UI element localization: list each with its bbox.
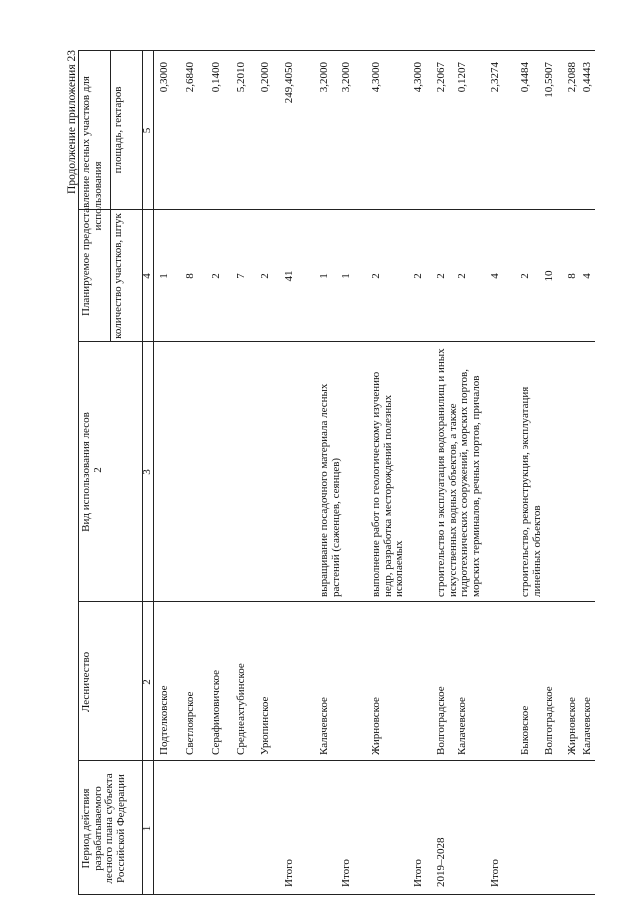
- table-row-total-2-label: Итого: [340, 859, 352, 887]
- table-row-1-forestry: Подтелковское: [158, 685, 170, 755]
- table-row-17-count: 4: [581, 273, 593, 279]
- table-row-11-area: 2,2067: [435, 62, 447, 93]
- table-row-7-forestry: Калачевское: [318, 697, 330, 755]
- table-row-3-forestry: Серафимовичское: [210, 669, 222, 755]
- table-row-total-3-label: Итого: [412, 859, 424, 887]
- table-row-4-area: 5,2010: [235, 62, 247, 93]
- table-row-7-use: выращивание посадочного материала лесных растений (саженцев, сеянцев): [318, 383, 342, 597]
- table-row-14-forestry: Быковское: [519, 705, 531, 755]
- header-period: Период действия разрабатываемого лесного плана субъекта Российской Федерации: [80, 773, 127, 884]
- header-area: площадь, гектаров: [112, 86, 124, 174]
- table-row-4-forestry: Среднеахтубинское: [235, 663, 247, 755]
- table-row-9-forestry: Жирновское: [370, 697, 382, 755]
- table-row-total-1-count: 41: [283, 270, 295, 282]
- table-row-3-area: 0,1400: [210, 62, 222, 93]
- planned-subheader-rule: [110, 50, 111, 342]
- table-row-16-forestry: Жирновское: [566, 697, 578, 755]
- table-row-total-3-count: 2: [412, 273, 424, 279]
- header-planned: Планируемое предоставление лесных участков для использования: [80, 76, 104, 316]
- table-row-5-count: 2: [259, 273, 271, 279]
- table-row-9-area: 4,3000: [370, 62, 382, 93]
- table-row-11-count: 2: [435, 273, 447, 279]
- table-row-12-area: 0,1207: [456, 62, 468, 93]
- table-row-5-area: 0,2000: [259, 62, 271, 93]
- table-row-7-count: 1: [318, 273, 330, 279]
- table-row-9-use: выполнение работ по геологическому изучению недр, разработка месторождений полезных ископаемых: [370, 371, 405, 597]
- table-row-1-count: 1: [158, 273, 170, 279]
- header-use-type: Вид использования лесов: [80, 412, 92, 532]
- table-row-7-area: 3,2000: [318, 62, 330, 93]
- table-row-total-1-area: 249,4050: [283, 62, 295, 104]
- table-row-14-count: 2: [519, 273, 531, 279]
- header-count: количество участков, штук: [112, 213, 124, 339]
- table-row-9-count: 2: [370, 273, 382, 279]
- col-period: [79, 760, 595, 895]
- data-table: [78, 50, 595, 895]
- header-num-4: 4: [141, 273, 153, 279]
- table-row-11-period: 2019–2028: [435, 837, 447, 887]
- table-row-14-use: строительство, реконструкция, эксплуатация линейных объектов: [519, 386, 543, 597]
- table-row-11-forestry: Волгоградское: [435, 686, 447, 755]
- table-row-11-use: строительство и эксплуатация водохранилищ и иных искусственных водных объектов, а также гидротехнических сооружений, морских портов, морских терминалов, речных портов, причалов: [435, 348, 482, 597]
- table-row-total-4-count: 4: [489, 273, 501, 279]
- table-row-2-count: 8: [184, 273, 196, 279]
- col-forestry: [79, 601, 595, 762]
- table-row-16-count: 8: [566, 273, 578, 279]
- table-row-total-4-area: 2,3274: [489, 62, 501, 93]
- table-row-4-count: 7: [235, 273, 247, 279]
- table-row-17-area: 0,4443: [581, 62, 593, 93]
- table-row-5-forestry: Урюпинское: [259, 696, 271, 755]
- table-row-15-forestry: Волгоградское: [543, 686, 555, 755]
- table-row-12-forestry: Калачевское: [456, 697, 468, 755]
- table-row-total-2-area: 3,2000: [340, 62, 352, 93]
- table-row-14-area: 0,4484: [519, 62, 531, 93]
- table-row-16-area: 2,2088: [566, 62, 578, 93]
- col-count: [79, 209, 595, 342]
- table-row-12-count: 2: [456, 273, 468, 279]
- page-number: 2: [92, 467, 104, 473]
- header-num-1: 1: [141, 825, 153, 832]
- table-row-total-4-label: Итого: [489, 859, 501, 887]
- header-num-3: 3: [141, 469, 153, 475]
- header-num-2: 2: [141, 679, 153, 685]
- table-row-15-area: 10,5907: [543, 62, 555, 98]
- col-area: [79, 50, 595, 210]
- header-num-5: 5: [141, 127, 153, 134]
- table-row-17-forestry: Калачевское: [581, 697, 593, 755]
- table-row-total-3-area: 4,3000: [412, 62, 424, 93]
- table-row-total-2-count: 1: [340, 273, 352, 279]
- table-row-1-area: 0,3000: [158, 62, 170, 93]
- table-row-2-forestry: Светлоярское: [184, 691, 196, 755]
- table-row-2-area: 2,6840: [184, 62, 196, 93]
- table-row-total-1-label: Итого: [283, 859, 295, 887]
- continuation-caption: Продолжение приложения 23: [66, 50, 78, 194]
- rotated-document: [64, 50, 594, 895]
- table-row-15-count: 10: [543, 270, 555, 282]
- table-row-3-count: 2: [210, 273, 222, 279]
- header-forestry: Лесничество: [80, 651, 92, 713]
